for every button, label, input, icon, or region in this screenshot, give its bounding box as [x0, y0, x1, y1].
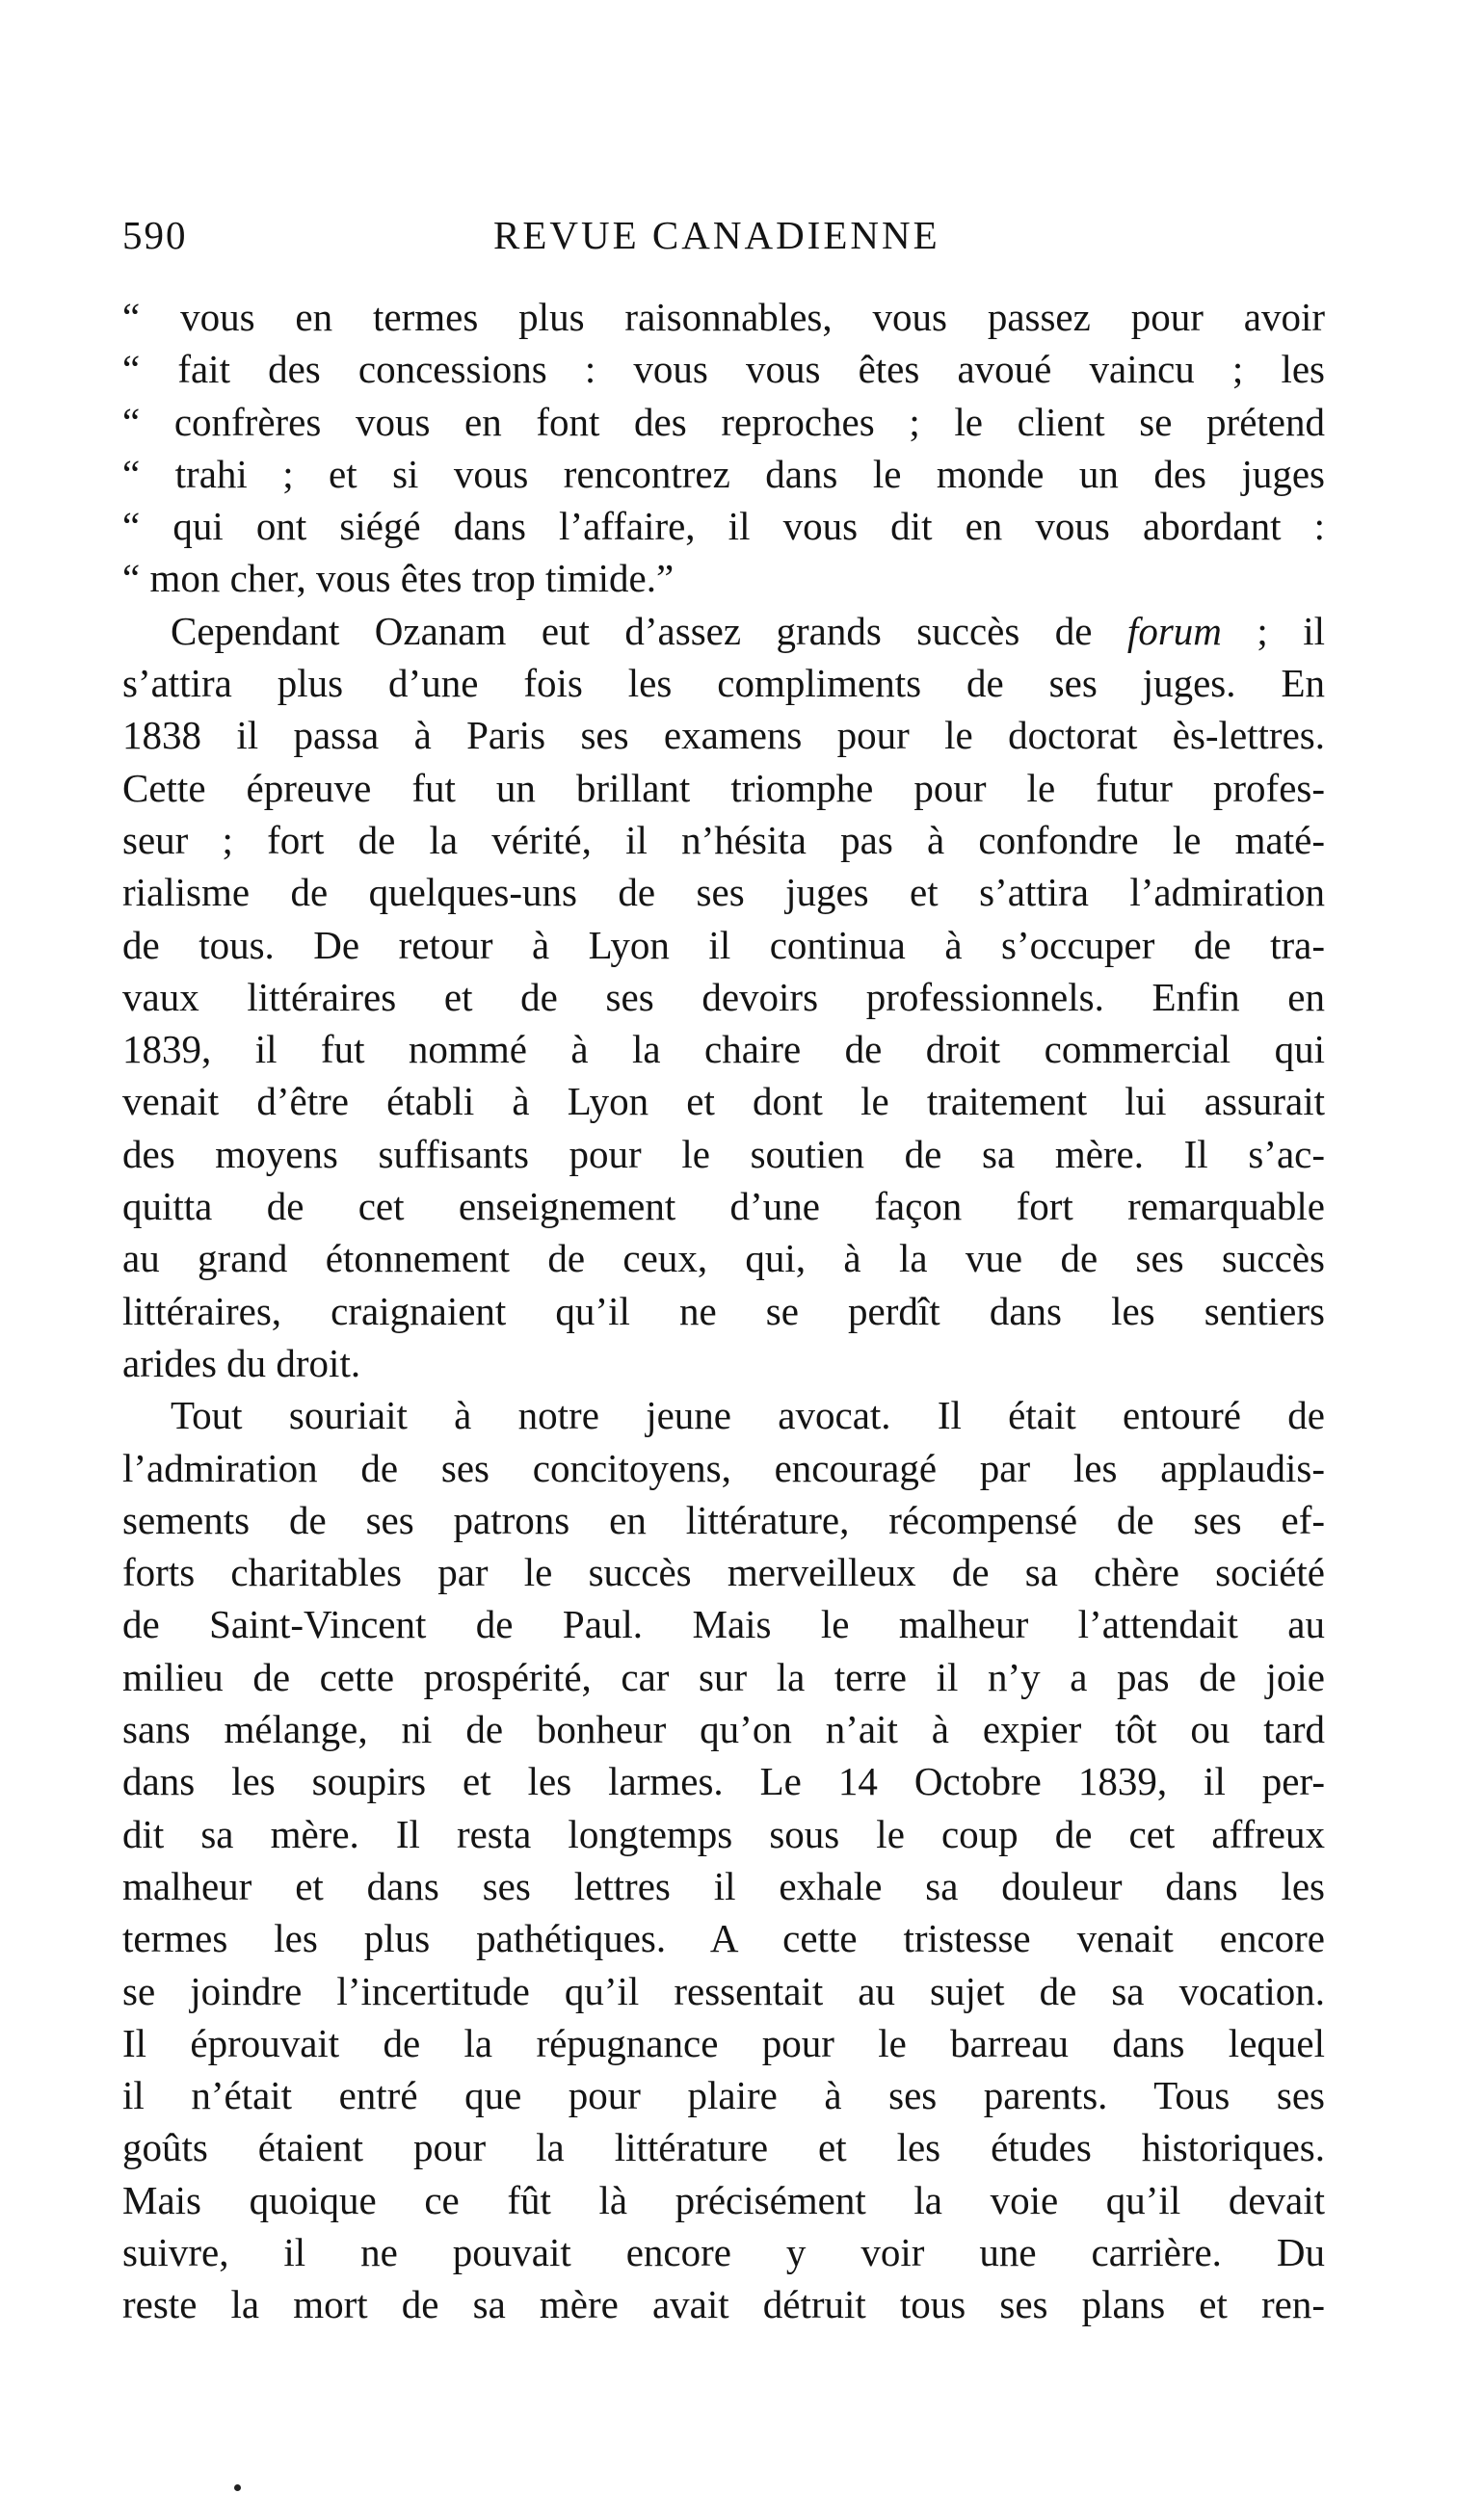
text-line: “ qui ont siégé dans l’affaire, il vous dit en vous abordant : [122, 504, 1325, 549]
text-line: au grand étonnement de ceux, qui, à la vue de ses succès [122, 1236, 1325, 1281]
text-line: reste la mort de sa mère avait détruit tous ses plans et ren- [122, 2282, 1325, 2327]
text-line: termes les plus pathétiques. A cette tristesse venait encore [122, 1916, 1325, 1961]
text-line: “ fait des concessions : vous vous êtes avoué vaincu ; les [122, 347, 1325, 392]
text-line: goûts étaient pour la littérature et les études historiques. [122, 2125, 1325, 2170]
text-line: sements de ses patrons en littérature, récompensé de ses ef- [122, 1497, 1325, 1542]
text-line: quitta de cet enseignement d’une façon fort remarquable [122, 1184, 1325, 1229]
ink-speck [234, 2484, 241, 2491]
text-line: milieu de cette prospérité, car sur la terre il n’y a pas de joie [122, 1654, 1325, 1699]
running-head [122, 212, 1325, 270]
text-line: suivre, il ne pouvait encore y voir une carrière. Du [122, 2229, 1325, 2274]
text-line: Tout souriait à notre jeune avocat. Il était entouré de [171, 1393, 1325, 1438]
text-line: rialisme de quelques-uns de ses juges et s’attira l’admiration [122, 870, 1325, 915]
text-line: de tous. De retour à Lyon il continua à s’occuper de tra- [122, 922, 1325, 967]
text-line: Mais quoique ce fût là précisément la voie qu’il devait [122, 2177, 1325, 2222]
text-line: sans mélange, ni de bonheur qu’on n’ait à expier tôt ou tard [122, 1707, 1325, 1752]
text-line: “ confrères vous en font des reproches ; le client se prétend [122, 399, 1325, 444]
text-line: dans les soupirs et les larmes. Le 14 Octobre 1839, il per- [122, 1759, 1325, 1804]
text-line: “ vous en termes plus raisonnables, vous passez pour avoir [122, 295, 1325, 339]
text-line: des moyens suffisants pour le soutien de sa mère. Il s’ac- [122, 1131, 1325, 1176]
text-line: venait d’être établi à Lyon et dont le traitement lui assurait [122, 1079, 1325, 1124]
text-line: seur ; fort de la vérité, il n’hésita pas à confondre le maté- [122, 817, 1325, 862]
text-line: il n’était entré que pour plaire à ses parents. Tous ses [122, 2073, 1325, 2118]
body-text [122, 291, 1325, 2331]
text-line: Cependant Ozanam eut d’assez grands succès de forum ; il [171, 608, 1325, 653]
text-line: “ trahi ; et si vous rencontrez dans le monde un des juges [122, 451, 1325, 496]
text-line: “ mon cher, vous êtes trop timide.” [122, 556, 675, 601]
text-line: forts charitables par le succès merveilleux de sa chère société [122, 1550, 1325, 1595]
text-line: littéraires, craignaient qu’il ne se perdît dans les sentiers [122, 1288, 1325, 1333]
text-line: malheur et dans ses lettres il exhale sa douleur dans les [122, 1863, 1325, 1908]
text-line: dit sa mère. Il resta longtemps sous le coup de cet affreux [122, 1811, 1325, 1856]
text-line: s’attira plus d’une fois les compliments de ses juges. En [122, 661, 1325, 706]
text-line: 1839, il fut nommé à la chaire de droit commercial qui [122, 1027, 1325, 1072]
emphasis: forum [1126, 608, 1222, 653]
text-line: Cette épreuve fut un brillant triomphe pour le futur profes- [122, 765, 1325, 810]
running-title: REVUE CANADIENNE [493, 213, 940, 257]
text-line: 1838 il passa à Paris ses examens pour le doctorat ès-lettres. [122, 713, 1325, 758]
text-line: vaux littéraires et de ses devoirs professionnels. Enfin en [122, 974, 1325, 1019]
text-line: de Saint-Vincent de Paul. Mais le malheur l’attendait au [122, 1602, 1325, 1647]
text-line: l’admiration de ses concitoyens, encouragé par les applaudis- [122, 1445, 1325, 1490]
page-number: 590 [122, 213, 188, 257]
text-line: arides du droit. [122, 1340, 361, 1385]
text-line: Il éprouvait de la répugnance pour le barreau dans lequel [122, 2020, 1325, 2065]
text-line: se joindre l’incertitude qu’il ressentait au sujet de sa vocation. [122, 1968, 1325, 2013]
